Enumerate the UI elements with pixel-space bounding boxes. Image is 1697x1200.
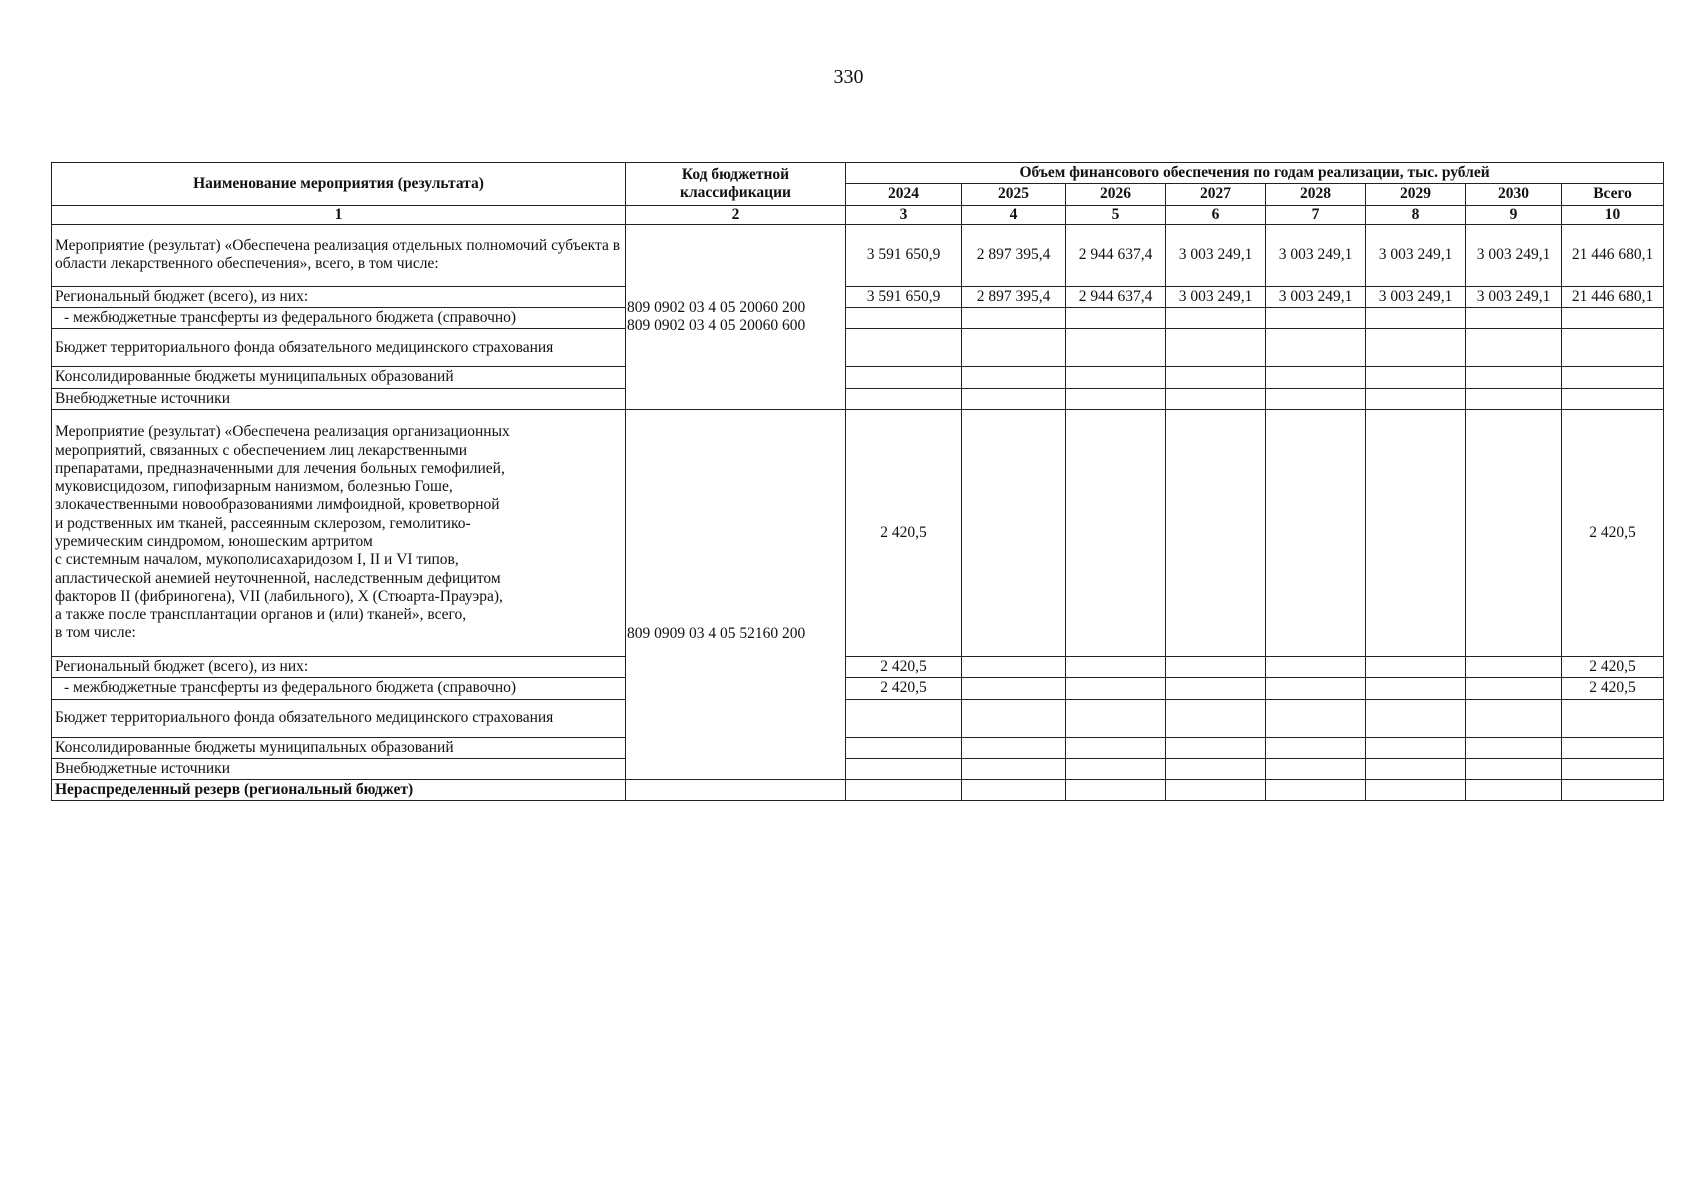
value-cell: 3 591 650,9 [846, 224, 962, 286]
total-cell [1562, 388, 1664, 409]
value-cell [1066, 699, 1166, 737]
header-year: 2024 [846, 184, 962, 205]
value-cell [1266, 388, 1366, 409]
value-cell [1066, 329, 1166, 367]
column-number: 5 [1066, 205, 1166, 224]
value-cell: 2 897 395,4 [962, 224, 1066, 286]
header-row-1 [52, 163, 1664, 184]
value-cell [962, 388, 1066, 409]
value-cell [1466, 656, 1562, 677]
value-cell: 3 003 249,1 [1166, 224, 1266, 286]
header-year: 2030 [1466, 184, 1562, 205]
total-cell [1562, 780, 1664, 801]
activity-name-line: уремическим синдромом, юношеским артритом [55, 532, 373, 550]
value-cell [846, 737, 962, 758]
budget-code: 809 0909 03 4 05 52160 200 [627, 625, 806, 643]
column-number: 1 [52, 205, 626, 224]
total-cell: 2 420,5 [1562, 656, 1664, 677]
value-cell [1066, 367, 1166, 388]
value-cell [1366, 737, 1466, 758]
value-cell [846, 367, 962, 388]
activity-name-line: апластической анемией неуточненной, наследственным дефицитом [55, 569, 501, 587]
value-cell [1066, 780, 1166, 801]
row-label: Консолидированные бюджеты муниципальных образований [52, 367, 626, 388]
value-cell: 2 944 637,4 [1066, 286, 1166, 307]
value-cell [962, 758, 1066, 779]
column-number: 4 [962, 205, 1066, 224]
activity-name-line: Мероприятие (результат) «Обеспечена реализация организационных [55, 423, 510, 441]
value-cell: 3 003 249,1 [1166, 286, 1266, 307]
value-cell [1066, 737, 1166, 758]
value-cell [1266, 678, 1366, 699]
value-cell [962, 367, 1066, 388]
row-label: - межбюджетные трансферты из федерального бюджета (справочно) [52, 308, 626, 329]
table-row [52, 678, 1664, 699]
value-cell [1266, 308, 1366, 329]
value-cell: 3 003 249,1 [1266, 224, 1366, 286]
table-row [52, 367, 1664, 388]
column-number: 2 [626, 205, 846, 224]
row-label: Региональный бюджет (всего), из них: [52, 656, 626, 677]
value-cell [1166, 737, 1266, 758]
value-cell [1066, 656, 1166, 677]
header-row-numbers [52, 205, 1664, 224]
row-label: Консолидированные бюджеты муниципальных образований [52, 737, 626, 758]
activity-name-line: с системным началом, мукополисахаридозом I, II и VI типов, [55, 551, 459, 569]
budget-code: 809 0902 03 4 05 20060 200 [627, 298, 806, 316]
table-row [52, 224, 1664, 286]
header-year: 2026 [1066, 184, 1166, 205]
value-cell [1166, 699, 1266, 737]
value-cell [962, 737, 1066, 758]
value-cell: 3 003 249,1 [1366, 286, 1466, 307]
value-cell [1166, 409, 1266, 656]
value-cell [1066, 758, 1166, 779]
activity-name-line: препаратами, предназначенными для лечения больных гемофилией, [55, 459, 505, 477]
value-cell: 2 897 395,4 [962, 286, 1066, 307]
value-cell [1266, 367, 1366, 388]
value-cell: 3 003 249,1 [1466, 286, 1562, 307]
value-cell [962, 656, 1066, 677]
total-cell: 2 420,5 [1562, 409, 1664, 656]
value-cell [1166, 678, 1266, 699]
table-row [52, 737, 1664, 758]
value-cell [962, 780, 1066, 801]
activity-name-line: и родственных им тканей, рассеянным склерозом, гемолитико- [55, 514, 471, 532]
table-row-reserve [52, 780, 1664, 801]
table-row [52, 758, 1664, 779]
value-cell [1366, 409, 1466, 656]
header-volume: Объем финансового обеспечения по годам реализации, тыс. рублей [846, 163, 1664, 184]
value-cell: 2 420,5 [846, 409, 962, 656]
value-cell [846, 308, 962, 329]
value-cell [1066, 308, 1166, 329]
total-cell [1562, 737, 1664, 758]
value-cell [1166, 758, 1266, 779]
value-cell [1366, 308, 1466, 329]
column-number: 7 [1266, 205, 1366, 224]
table-row [52, 329, 1664, 367]
value-cell [1466, 388, 1562, 409]
column-number: 6 [1166, 205, 1266, 224]
value-cell [1466, 758, 1562, 779]
row-label: - межбюджетные трансферты из федерального бюджета (справочно) [52, 678, 626, 699]
table-row [52, 308, 1664, 329]
financing-table [51, 162, 1664, 801]
total-cell [1562, 329, 1664, 367]
header-code: Код бюджетной классификации [626, 163, 846, 206]
value-cell [1066, 388, 1166, 409]
column-number: 10 [1562, 205, 1664, 224]
value-cell [1166, 656, 1266, 677]
value-cell [1266, 656, 1366, 677]
value-cell: 2 420,5 [846, 678, 962, 699]
header-year: 2029 [1366, 184, 1466, 205]
header-total: Всего [1562, 184, 1664, 205]
value-cell [1366, 656, 1466, 677]
reserve-label: Нераспределенный резерв (региональный бюджет) [52, 780, 626, 801]
value-cell: 3 003 249,1 [1466, 224, 1562, 286]
value-cell [962, 678, 1066, 699]
header-year: 2028 [1266, 184, 1366, 205]
value-cell: 2 944 637,4 [1066, 224, 1166, 286]
value-cell [1266, 699, 1366, 737]
value-cell [1366, 367, 1466, 388]
value-cell: 3 003 249,1 [1366, 224, 1466, 286]
total-cell [1562, 367, 1664, 388]
value-cell [1266, 329, 1366, 367]
activity-name-line: злокачественными новообразованиями лимфоидной, кроветворной [55, 496, 500, 514]
value-cell [962, 329, 1066, 367]
row-label: Региональный бюджет (всего), из них: [52, 286, 626, 307]
value-cell [846, 758, 962, 779]
activity-name-line: муковисцидозом, гипофизарным нанизмом, болезнью Гоше, [55, 478, 453, 496]
reserve-code-cell [626, 780, 846, 801]
header-year: 2025 [962, 184, 1066, 205]
row-label: Бюджет территориального фонда обязательного медицинского страхования [52, 329, 626, 367]
value-cell [1166, 388, 1266, 409]
value-cell: 2 420,5 [846, 656, 962, 677]
value-cell [1266, 409, 1366, 656]
activity-name-line: в том числе: [55, 624, 136, 642]
value-cell [1466, 367, 1562, 388]
value-cell [1366, 329, 1466, 367]
value-cell [1166, 329, 1266, 367]
total-cell: 2 420,5 [1562, 678, 1664, 699]
page-number: 330 [833, 66, 864, 88]
value-cell [1466, 699, 1562, 737]
table-row [52, 409, 1664, 656]
value-cell [1166, 308, 1266, 329]
value-cell [846, 388, 962, 409]
value-cell [1166, 367, 1266, 388]
value-cell [1366, 678, 1466, 699]
column-number: 8 [1366, 205, 1466, 224]
budget-code: 809 0902 03 4 05 20060 600 [627, 316, 806, 334]
table-row [52, 388, 1664, 409]
value-cell [962, 699, 1066, 737]
value-cell [1266, 758, 1366, 779]
value-cell [1466, 780, 1562, 801]
header-year: 2027 [1166, 184, 1266, 205]
activity-name [52, 409, 626, 656]
value-cell [1066, 678, 1166, 699]
row-label: Бюджет территориального фонда обязательного медицинского страхования [52, 699, 626, 737]
value-cell [1466, 409, 1562, 656]
activity-name-line: мероприятий, связанных с обеспечением лиц лекарственными [55, 441, 468, 459]
value-cell [1166, 780, 1266, 801]
column-number: 3 [846, 205, 962, 224]
value-cell [1366, 780, 1466, 801]
value-cell [1466, 678, 1562, 699]
column-number: 9 [1466, 205, 1562, 224]
value-cell [1466, 308, 1562, 329]
value-cell [1266, 737, 1366, 758]
value-cell [1366, 388, 1466, 409]
total-cell [1562, 758, 1664, 779]
value-cell [962, 409, 1066, 656]
value-cell [1466, 329, 1562, 367]
total-cell: 21 446 680,1 [1562, 224, 1664, 286]
total-cell: 21 446 680,1 [1562, 286, 1664, 307]
value-cell [962, 308, 1066, 329]
value-cell [1466, 737, 1562, 758]
value-cell [1066, 409, 1166, 656]
header-name: Наименование мероприятия (результата) [52, 163, 626, 206]
budget-code-cell [626, 224, 846, 409]
row-label: Внебюджетные источники [52, 758, 626, 779]
activity-name: Мероприятие (результат) «Обеспечена реализация отдельных полномочий субъекта в области лекарственного обеспечения», всего, в том числе: [52, 224, 626, 286]
budget-code-cell [626, 409, 846, 779]
total-cell [1562, 699, 1664, 737]
activity-name-line: факторов II (фибриногена), VII (лабильного), X (Стюарта-Прауэра), [55, 587, 503, 605]
value-cell [846, 699, 962, 737]
value-cell: 3 591 650,9 [846, 286, 962, 307]
total-cell [1562, 308, 1664, 329]
value-cell [1366, 699, 1466, 737]
row-label: Внебюджетные источники [52, 388, 626, 409]
value-cell [1366, 758, 1466, 779]
value-cell [1266, 780, 1366, 801]
value-cell [846, 780, 962, 801]
value-cell: 3 003 249,1 [1266, 286, 1366, 307]
activity-name-line: а также после трансплантации органов и (или) тканей», всего, [55, 606, 467, 624]
table-row [52, 656, 1664, 677]
table-row [52, 699, 1664, 737]
table-row [52, 286, 1664, 307]
value-cell [846, 329, 962, 367]
